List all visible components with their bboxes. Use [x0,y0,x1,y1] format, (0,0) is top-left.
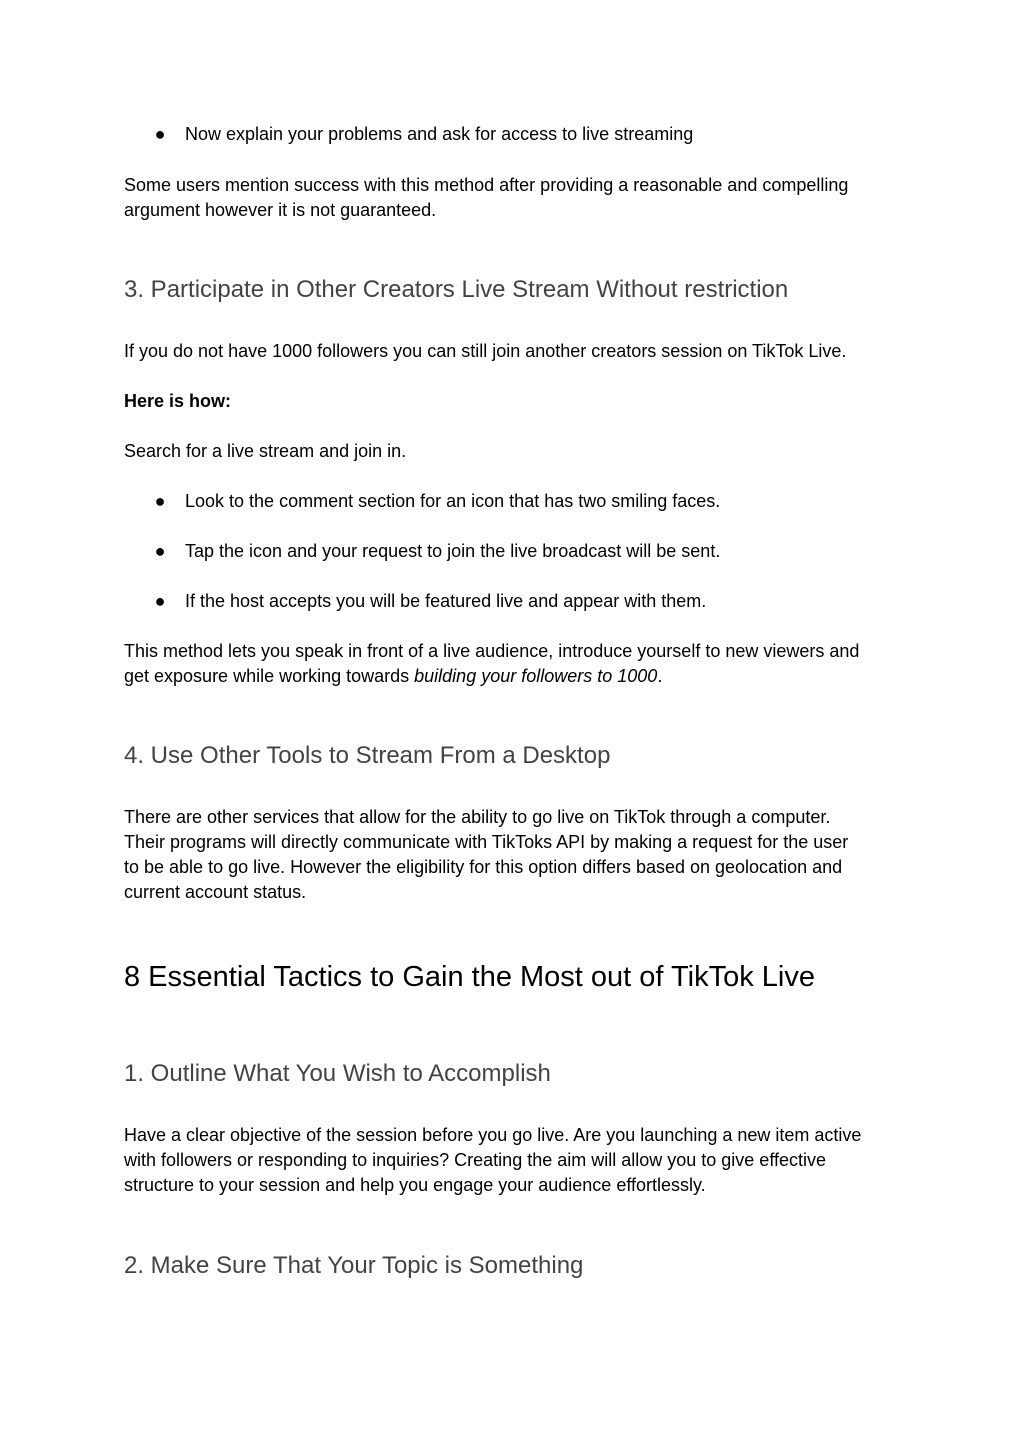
paragraph-line: This method lets you speak in front of a live audience, introduce yourself to new viewers and [124,641,860,661]
paragraph-line: argument however it is not guaranteed. [124,200,437,220]
paragraph-text: . [657,666,663,686]
bullet-icon: ● [154,124,166,144]
list-item-text: Look to the comment section for an icon that has two smiling faces. [185,491,721,511]
main-heading: 8 Essential Tactics to Gain the Most out of TikTok Live [124,961,815,993]
list-item-text: Tap the icon and your request to join the live broadcast will be sent. [185,541,721,561]
list-item-text: If the host accepts you will be featured live and appear with them. [185,591,707,611]
section-heading: 3. Participate in Other Creators Live Stream Without restriction [124,276,789,303]
section-heading: 4. Use Other Tools to Stream From a Desktop [124,742,611,769]
paragraph-line: structure to your session and help you engage your audience effortlessly. [124,1175,706,1195]
section-heading: 1. Outline What You Wish to Accomplish [124,1060,551,1087]
bullet-icon: ● [154,491,166,511]
paragraph-line: There are other services that allow for the ability to go live on TikTok through a computer. [124,807,831,827]
paragraph-text: get exposure while working towards [124,666,415,686]
paragraph-line: Some users mention success with this method after providing a reasonable and compelling [124,175,849,195]
bullet-icon: ● [154,541,166,561]
paragraph-line: to be able to go live. However the eligibility for this option differs based on geolocation and [124,857,843,877]
paragraph-line: with followers or responding to inquiries? Creating the aim will allow you to give effective [124,1150,827,1170]
paragraph-line: Search for a live stream and join in. [124,441,407,461]
list-item-text: Now explain your problems and ask for access to live streaming [185,124,694,144]
paragraph-line: Have a clear objective of the session before you go live. Are you launching a new item active [124,1125,862,1145]
paragraph-line: Their programs will directly communicate with TikToks API by making a request for the user [124,832,849,852]
paragraph-line: current account status. [124,882,307,902]
emphasis-text: building your followers to 1000 [414,666,658,686]
bullet-icon: ● [154,591,166,611]
section-heading: 2. Make Sure That Your Topic is Something [124,1252,584,1279]
paragraph-line: If you do not have 1000 followers you can still join another creators session on TikTok Live. [124,341,847,361]
how-to-label: Here is how: [124,391,232,411]
paragraph-line [124,664,662,689]
